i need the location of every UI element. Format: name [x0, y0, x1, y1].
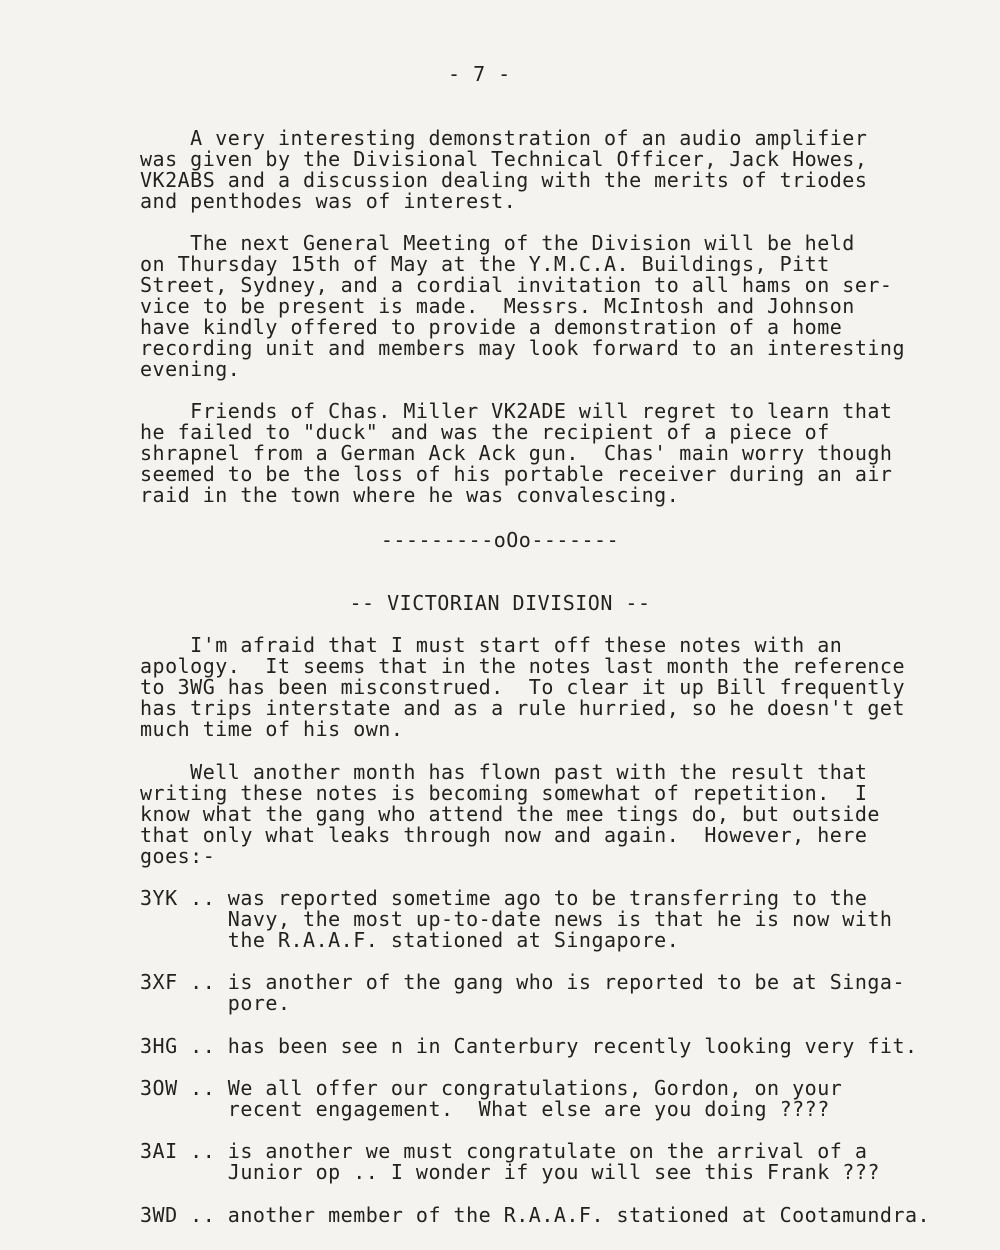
- paragraph-line: and penthodes was of interest.: [140, 189, 517, 213]
- paragraph-line: goes:-: [140, 844, 216, 868]
- callsign-entry-line: Navy, the most up-to-date news is that he is now with: [140, 907, 893, 931]
- paragraph-line: The next General Meeting of the Division will be held: [140, 231, 855, 255]
- callsign-entry-line: recent engagement. What else are you doing ????: [140, 1097, 830, 1121]
- paragraph-line: A very interesting demonstration of an audio amplifier: [140, 126, 868, 150]
- callsign-entry-line: 3YK .. was reported sometime ago to be transferring to the: [140, 886, 868, 910]
- paragraph-line: apology. It seems that in the notes last month the reference: [140, 654, 906, 678]
- callsign-entry-line: 3XF .. is another of the gang who is reported to be at Singa-: [140, 970, 906, 994]
- callsign-entry-line: pore.: [140, 991, 291, 1015]
- paragraph-line: I'm afraid that I must start off these notes with an: [140, 633, 843, 657]
- paragraph-line: raid in the town where he was convalescing.: [140, 483, 680, 507]
- paragraph-line: has trips interstate and as a rule hurried, so he doesn't get: [140, 696, 906, 720]
- paragraph-line: know what the gang who attend the mee tings do, but outside: [140, 802, 880, 826]
- section-separator: ---------oOo-------: [380, 528, 620, 552]
- paragraph-line: vice to be present is made. Messrs. McIntosh and Johnson: [140, 294, 855, 318]
- page-number: - 7 -: [448, 62, 511, 86]
- paragraph-line: Well another month has flown past with the result that: [140, 760, 868, 784]
- paragraph-line: much time of his own.: [140, 717, 404, 741]
- callsign-entry-line: 3HG .. has been see n in Canterbury recently looking very fit.: [140, 1034, 918, 1058]
- paragraph-line: recording unit and members may look forward to an interesting: [140, 336, 906, 360]
- paragraph-line: to 3WG has been misconstrued. To clear it up Bill frequently: [140, 675, 906, 699]
- callsign-entry-line: 3AI .. is another we must congratulate on the arrival of a: [140, 1139, 868, 1163]
- paragraph-line: writing these notes is becoming somewhat of repetition. I: [140, 781, 868, 805]
- paragraph-line: evening.: [140, 357, 241, 381]
- paragraph-line: Friends of Chas. Miller VK2ADE will regret to learn that: [140, 399, 893, 423]
- callsign-entry-line: Junior op .. I wonder if you will see this Frank ???: [140, 1160, 880, 1184]
- paragraph-line: have kindly offered to provide a demonstration of a home: [140, 315, 843, 339]
- paragraph-line: was given by the Divisional Technical Officer, Jack Howes,: [140, 147, 868, 171]
- paragraph-line: Street, Sydney, and a cordial invitation to all hams on ser-: [140, 273, 893, 297]
- paragraph-line: shrapnel from a German Ack Ack gun. Chas' main worry though: [140, 441, 893, 465]
- paragraph-line: seemed to be the loss of his portable receiver during an air: [140, 462, 893, 486]
- callsign-entry-line: 3WD .. another member of the R.A.A.F. stationed at Cootamundra.: [140, 1203, 931, 1227]
- section-heading: -- VICTORIAN DIVISION --: [349, 591, 651, 615]
- paragraph-line: VK2ABS and a discussion dealing with the merits of triodes: [140, 168, 868, 192]
- paragraph-line: he failed to "duck" and was the recipient of a piece of: [140, 420, 830, 444]
- callsign-entry-line: the R.A.A.F. stationed at Singapore.: [140, 928, 680, 952]
- paragraph-line: on Thursday 15th of May at the Y.M.C.A. Buildings, Pitt: [140, 252, 830, 276]
- callsign-entry-line: 3OW .. We all offer our congratulations, Gordon, on your: [140, 1076, 843, 1100]
- paragraph-line: that only what leaks through now and again. However, here: [140, 823, 868, 847]
